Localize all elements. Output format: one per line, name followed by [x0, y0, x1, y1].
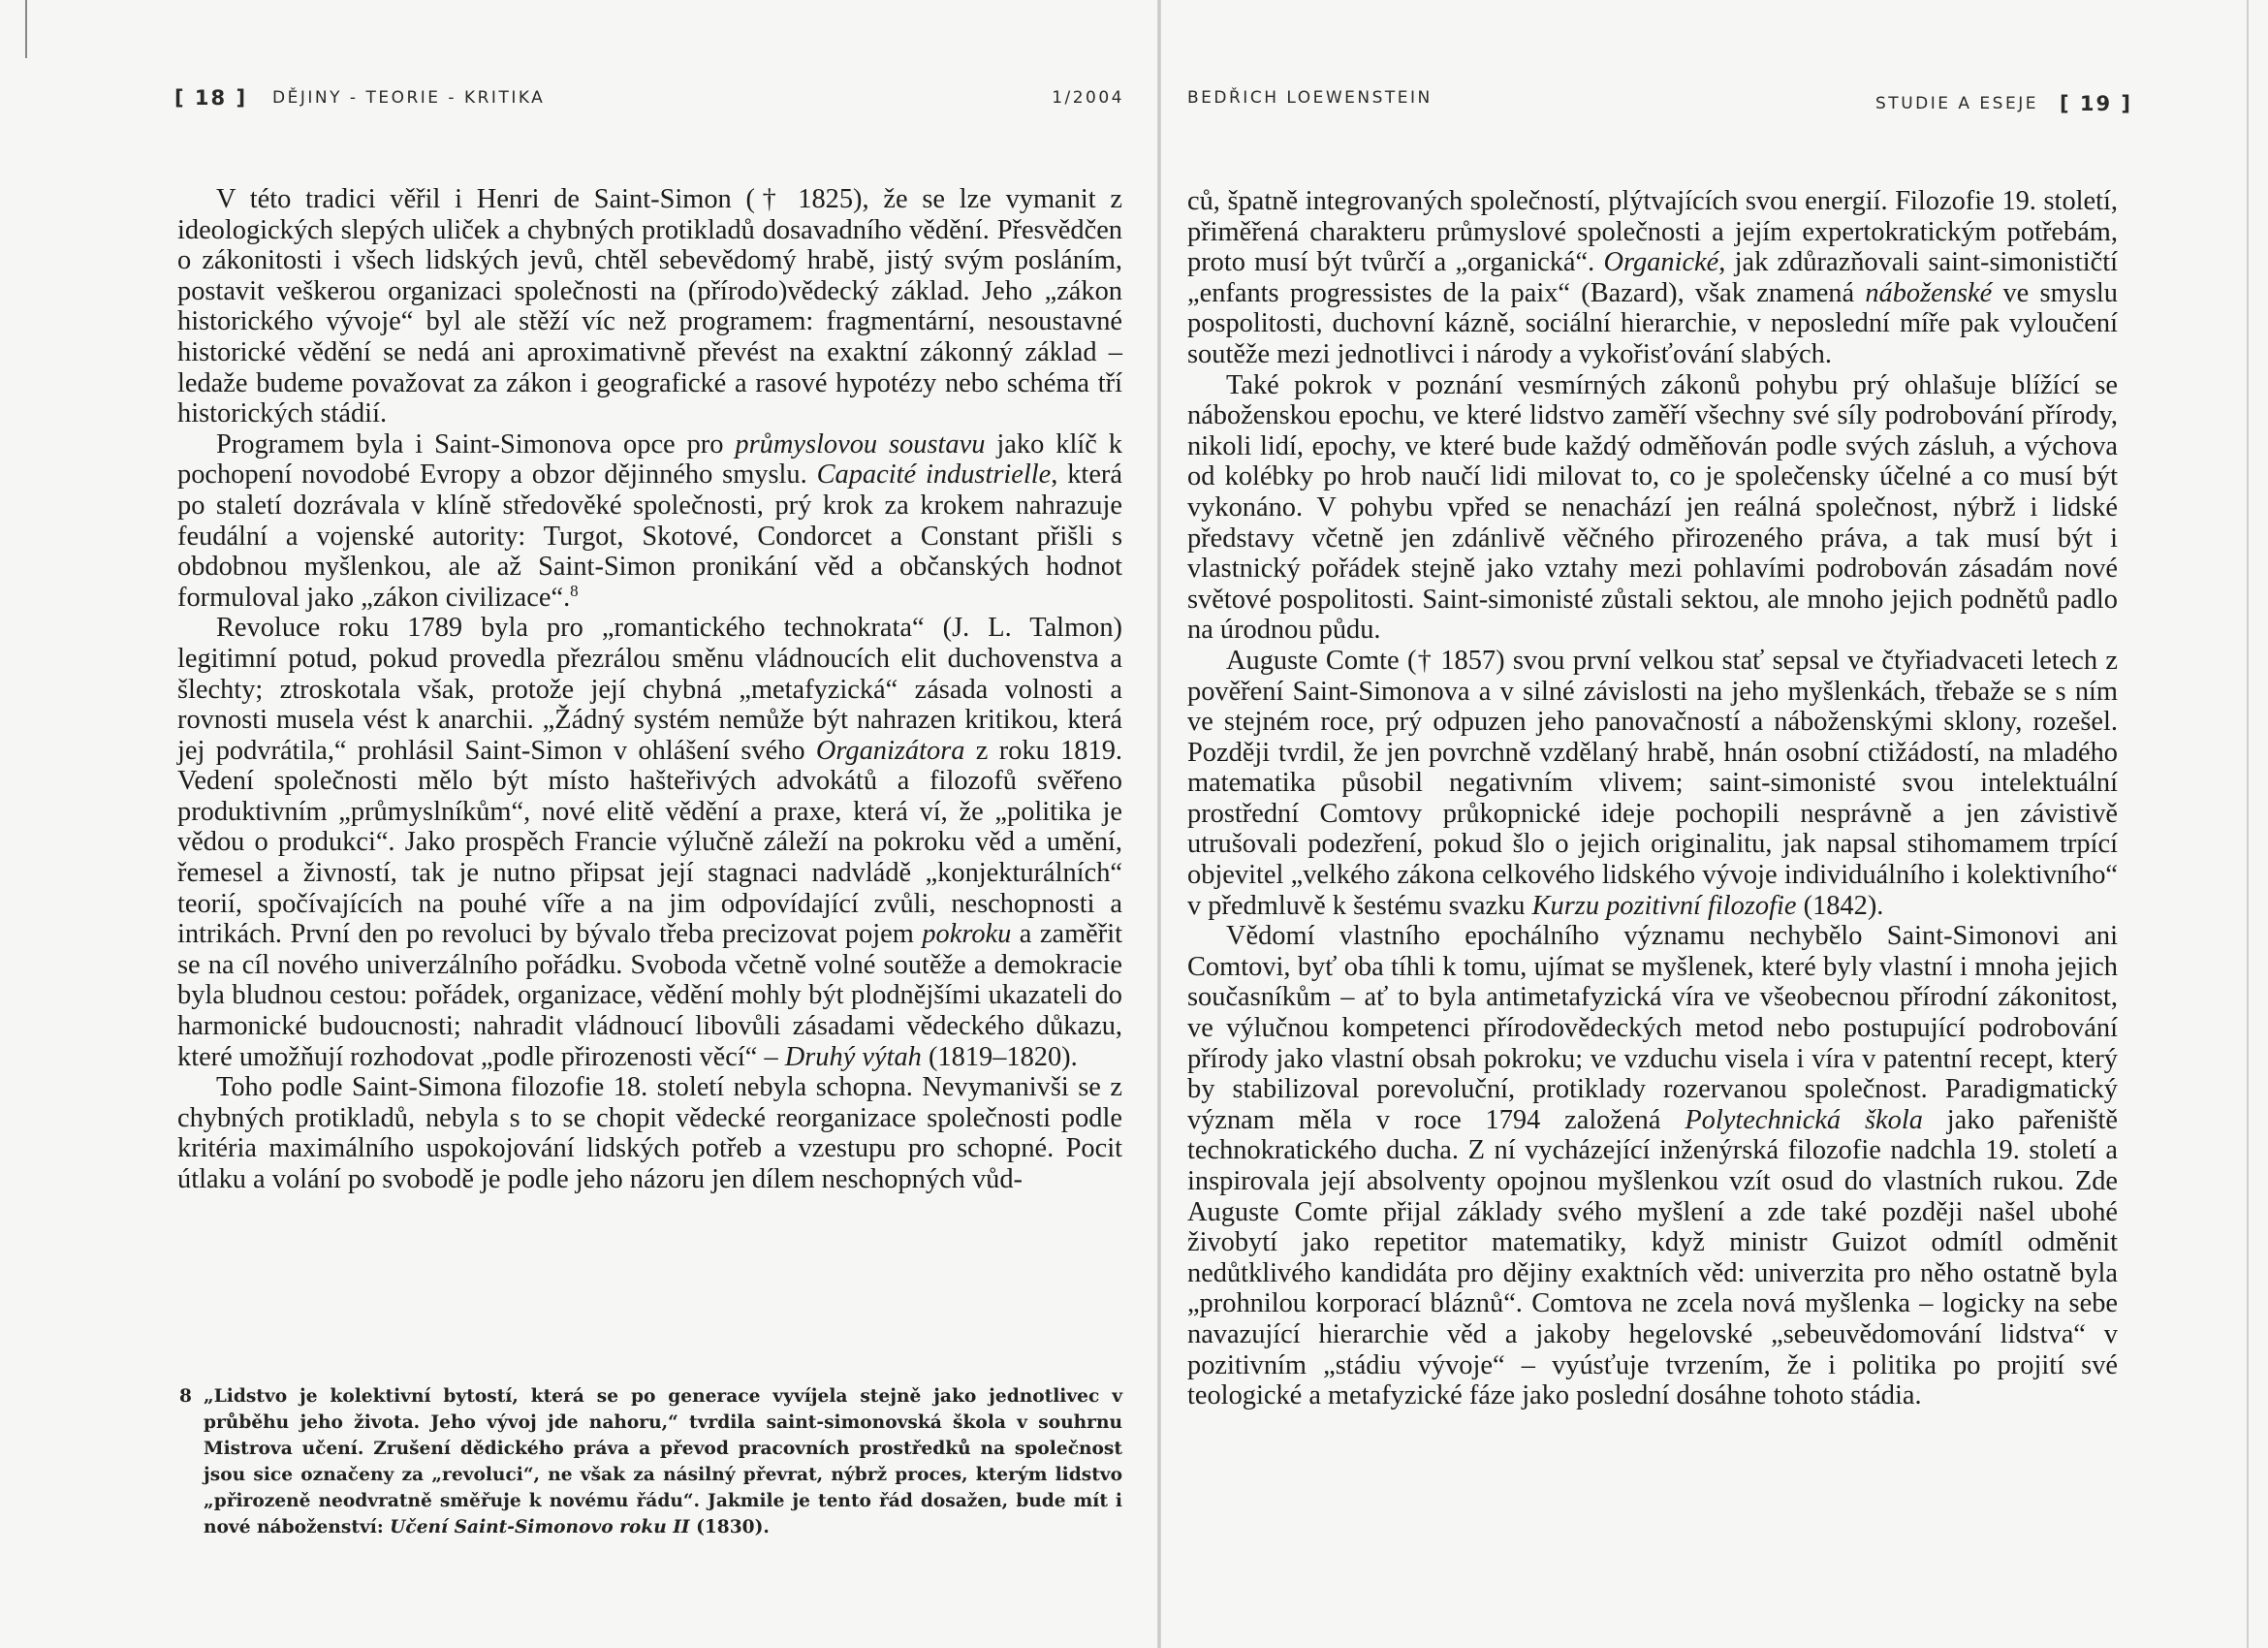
italic-text: Učení Saint-Simonovo roku II	[390, 1517, 690, 1537]
text-run: Vědomí vlastního epochálního významu nechybělo Saint-Simonovi ani Comtovi, byť oba tíhli k tomu, ujímat se myšlenek, které byly vlastní i mnoha jejich současníkům – ať to byla antimetafyzická víra ve všeobecnou přírodní zákonitost, ve výlučnou kompetenci přírodovědeckých metod nebo postupující podrobování přírody jako vlastní obsah pokroku; ve vzduchu visela i víra v patentní recept, který by stabilizoval porevoluční, protiklady rozervanou společnost. Paradigmatický význam měla v roce 1794 založená	[1187, 921, 2118, 1135]
text-run: jako klíč k pochopení novodobé Evropy a obzor dějinného smyslu.	[177, 428, 1122, 491]
issue-number: 1/2004	[1052, 88, 1124, 108]
text-run: Také pokrok v poznání vesmírných zákonů pohybu prý ohlašuje blížící se náboženskou epochu, ve které lidstvo zaměří všechny své síly podrobování přírody, nikoli lidí, epochy, ve které bude každý odměňován podle svých zásluh, a výchova od kolébky po hrob naučí lidi milovat to, co je společensky účelné a co musí být vykonáno. V pohybu vpřed se nenachází jen reálná společnost, nýbrž i lidské představy včetně jen zdánlivě věčného přirozeného práva, a tak musí být i vlastnický pořádek stejně jako vztahy mezi pohlavími podrobován zásadám nové světové pospolitosti. Saint-simonisté zůstali sektou, ale mnoho jejich podnětů padlo na úrodnou půdu.	[1187, 369, 2118, 646]
text-run: ve smyslu pospolitosti, duchovní kázně, sociální hierarchie, v neposlední míře pak vyloučení soutěže mezi jednotlivci i národy a vykořisťování slabých.	[1187, 277, 2118, 369]
italic-text: Druhý výtah	[784, 1041, 922, 1072]
text-run: ců, špatně integrovaných společností, plýtvajících svou energií. Filozofie 19. století, přiměřená charakteru průmyslové společnosti a jejím expertokratickým potřebám, proto musí být tvůrčí a „organická“.	[1187, 186, 2118, 278]
text-run: „Lidstvo je kolektivní bytostí, která se po generace vyvíjela stejně jako jednotlivec v průběhu jeho života. Jeho vývoj jde nahoru,“ tvrdila saint-simonovská škola v souhrnu Mistrova učení. Zrušení dědického práva a převod pracovních prostředků na společnost jsou sice označeny za „revoluci“, ne však za násilný převrat, nýbrž proces, kterým lidstvo „přirozeně neodvratně směřuje k novému řádu“. Jakmile je tento řád dosažen, bude mít i nové náboženství:	[204, 1386, 1122, 1537]
italic-text: pokroku	[922, 919, 1012, 950]
page-edge-right	[2247, 0, 2249, 1648]
italic-text: Organické	[1603, 247, 1719, 278]
paragraph	[1187, 921, 2118, 1411]
italic-text: náboženské	[1865, 277, 1993, 308]
text-run: Programem byla i Saint-Simonova opce pro	[216, 428, 736, 460]
text-run: (1830).	[689, 1517, 770, 1537]
text-run: , která po staletí dozrávala v klíně středověké společnosti, prý krok za krokem nahrazuje feudální a vojenské autority: Turgot, Skotové, Condorcet a Constant přišli s obdobnou myšlenkou, ale až Saint-Simon pronikání věd a občanských hodnot formuloval jako „zákon civilizace“.	[177, 460, 1122, 613]
text-run: jako pařeniště technokratického ducha. Z ní vycházející inženýrská filozofie nadchla 19. století a inspirovala její absolventy opojnou myšlenkou vzít osud do vlastních rukou. Zde Auguste Comte přijal základy svého myšlení a zde také později našel ubohé živobytí jako repetitor matematiky, když ministr Guizot odmítl odměnit nedůtklivého kandidáta pro dějiny exaktních věd: univerzita pro něho ostatně byla „prohnilou korporací bláznů“. Comtova ne zcela nová myšlenka – logicky na sebe navazující hierarchie věd a jakoby hegelovské „sebeuvědomování lidstva“ v pozitivním „stádiu vývoje“ – vyúsťuje tvrzením, že i politika po projití své teologické a metafyzické fáze jako poslední dosáhne tohoto stádia.	[1187, 1104, 2118, 1411]
left-page-body	[177, 184, 1122, 1195]
right-running-head-section	[1861, 89, 2132, 118]
right-page-body	[1187, 186, 2118, 1411]
text-run: Toho podle Saint-Simona filozofie 18. století nebyla schopna. Nevymanivši se z chybných protikladů, nebyla s to se chopit vědecké reorganizace společnosti podle kritéria maximálního uspokojování lidských potřeb a vzestupu pro schopné. Pocit útlaku a volání po svobodě je podle jeho názoru jen dílem neschopných vůd-	[177, 1072, 1122, 1194]
paragraph	[1187, 370, 2118, 646]
text-run: V této tradici věřil i Henri de Saint-Simon († 1825), že se lze vymanit z ideologických slepých uliček a chybných protikladů dosavadního vědění. Přesvědčen o zákonitosti i všech lidských jevů, chtěl sebevědomý hrabě, jistý svým posláním, postavit veškerou organizaci společnosti na (přírodo)vědecký základ. Jeho „zákon historického vývoje“ byl ale stěží víc než programem: fragmentární, nesoustavné historické vědění se nedá ani aproximativně převést na exaktní zákonný základ – ledaže budeme považovat za zákon i geografické a rasové hypotézy nebo schéma tří historických stádií.	[177, 184, 1122, 429]
author-name: BEDŘICH LOEWENSTEIN	[1187, 88, 1433, 108]
footnote-8: 8 „Lidstvo je kolektivní bytostí, která se po generace vyvíjela stejně jako jednotlivec v průběhu jeho života. Jeho vývoj jde nahoru,“ tvrdila saint-simonovská škola v souhrnu Mistrova učení. Zrušení dědického práva a převod pracovních prostředků na společnost jsou sice označeny za „revoluci“, ne však za násilný převrat, nýbrž proces, kterým lidstvo „přirozeně neodvratně směřuje k novému řádu“. Jakmile je tento řád dosažen, bude mít i nové náboženství: Učení Saint-Simonovo roku II (1830).	[179, 1386, 1122, 1537]
text-run: z roku 1819. Vedení společnosti mělo být místo hašteřivých advokátů a filozofů svěřeno produktivním „průmyslníkům“, nové elitě vědění a praxe, která ví, že „politika je vědou o produkci“. Jako prospěch Francie výlučně záleží na pokroku věd a umění, řemesel a živností, tak je nutno připsat její stagnaci nadvládě „konjekturálních“ teorií, spočívajících na pouhé víře a na jim odpovídající zvůli, neschopnosti a intrikách. První den po revoluci by bývalo třeba precizovat pojem	[177, 735, 1122, 950]
text-run: Revoluce roku 1789 byla pro „romantického technokrata“ (J. L. Talmon) legitimní potud, pokud provedla přezrálou směnu vládnoucích elit duchovenstva a šlechty; ztroskotala však, protože její chybná „metafyzická“ zásada volnosti a rovnosti musela vést k anarchii. „Žádný systém nemůže být nahrazen kritikou, která jej podvrátila,“ prohlásil Saint-Simon v ohlášení svého	[177, 613, 1122, 766]
left-running-head	[174, 83, 1124, 112]
right-page-number: [ 19 ]	[2059, 92, 2132, 115]
italic-text: Kurzu pozitivní filozofie	[1531, 890, 1797, 921]
paragraph	[177, 429, 1122, 614]
italic-text: průmyslovou soustavu	[735, 428, 986, 460]
footnote-ref: 8	[570, 581, 579, 600]
text-run: (1842).	[1796, 890, 1884, 921]
left-page-number: [ 18 ]	[174, 86, 248, 110]
italic-text: Organizátora	[815, 735, 965, 766]
paragraph	[177, 613, 1122, 1072]
text-run: , jak zdůrazňovali saint-simonističtí „enfants progressistes de la paix“ (Bazard), však znamená	[1187, 247, 2118, 308]
book-gutter	[1157, 0, 1161, 1648]
italic-text: Capacité industrielle	[816, 460, 1052, 491]
paragraph	[1187, 186, 2118, 370]
right-running-head-author	[1187, 83, 1433, 112]
text-run: Auguste Comte († 1857) svou první velkou stať sepsal ve čtyřiadvaceti letech z pověření Saint-Simonova a v silné závislosti na jeho myšlenkách, třebaže se s ním ve stejném roce, prý odpuzen jeho panovačností a náboženskými sklony, rozešel. Později tvrdil, že jen povrchně vzdělaný hrabě, hnán osobní ctižádostí, na mladého matematika působil negativním vlivem; saint-simonisté svou intelektuální prostřední Comtovy průkopnické ideje pochopili nesprávně a jen závistivě utrušovali podezření, pokud šlo o jejich originalitu, jak napsal stihomamem trpící objevitel „velkého zákona celkového lidského vývoje individuálního i kolektivního“ v předmluvě k šestému svazku	[1187, 645, 2118, 921]
text-run: a zaměřit se na cíl nového univerzálního pořádku. Svoboda včetně volné soutěže a demokracie byla bludnou cestou: pořádek, organizace, vědění mohly být plodnějšími ukazateli do harmonické budoucnosti; nahradit vládnoucí libovůli zásadami vědeckého důkazu, které umožňují rozhodovat „podle přirozenosti věcí“ –	[177, 919, 1122, 1072]
paragraph	[177, 184, 1122, 429]
text-run: (1819–1820).	[921, 1041, 1078, 1072]
footnote-text	[204, 1386, 1122, 1537]
italic-text: Polytechnická škola	[1685, 1104, 1923, 1135]
section-title: STUDIE A ESEJE	[1875, 94, 2038, 113]
paragraph	[177, 1072, 1122, 1194]
journal-title: DĚJINY - TEORIE - KRITIKA	[272, 88, 546, 108]
paragraph	[1187, 646, 2118, 921]
page-edge-mark	[25, 0, 27, 58]
